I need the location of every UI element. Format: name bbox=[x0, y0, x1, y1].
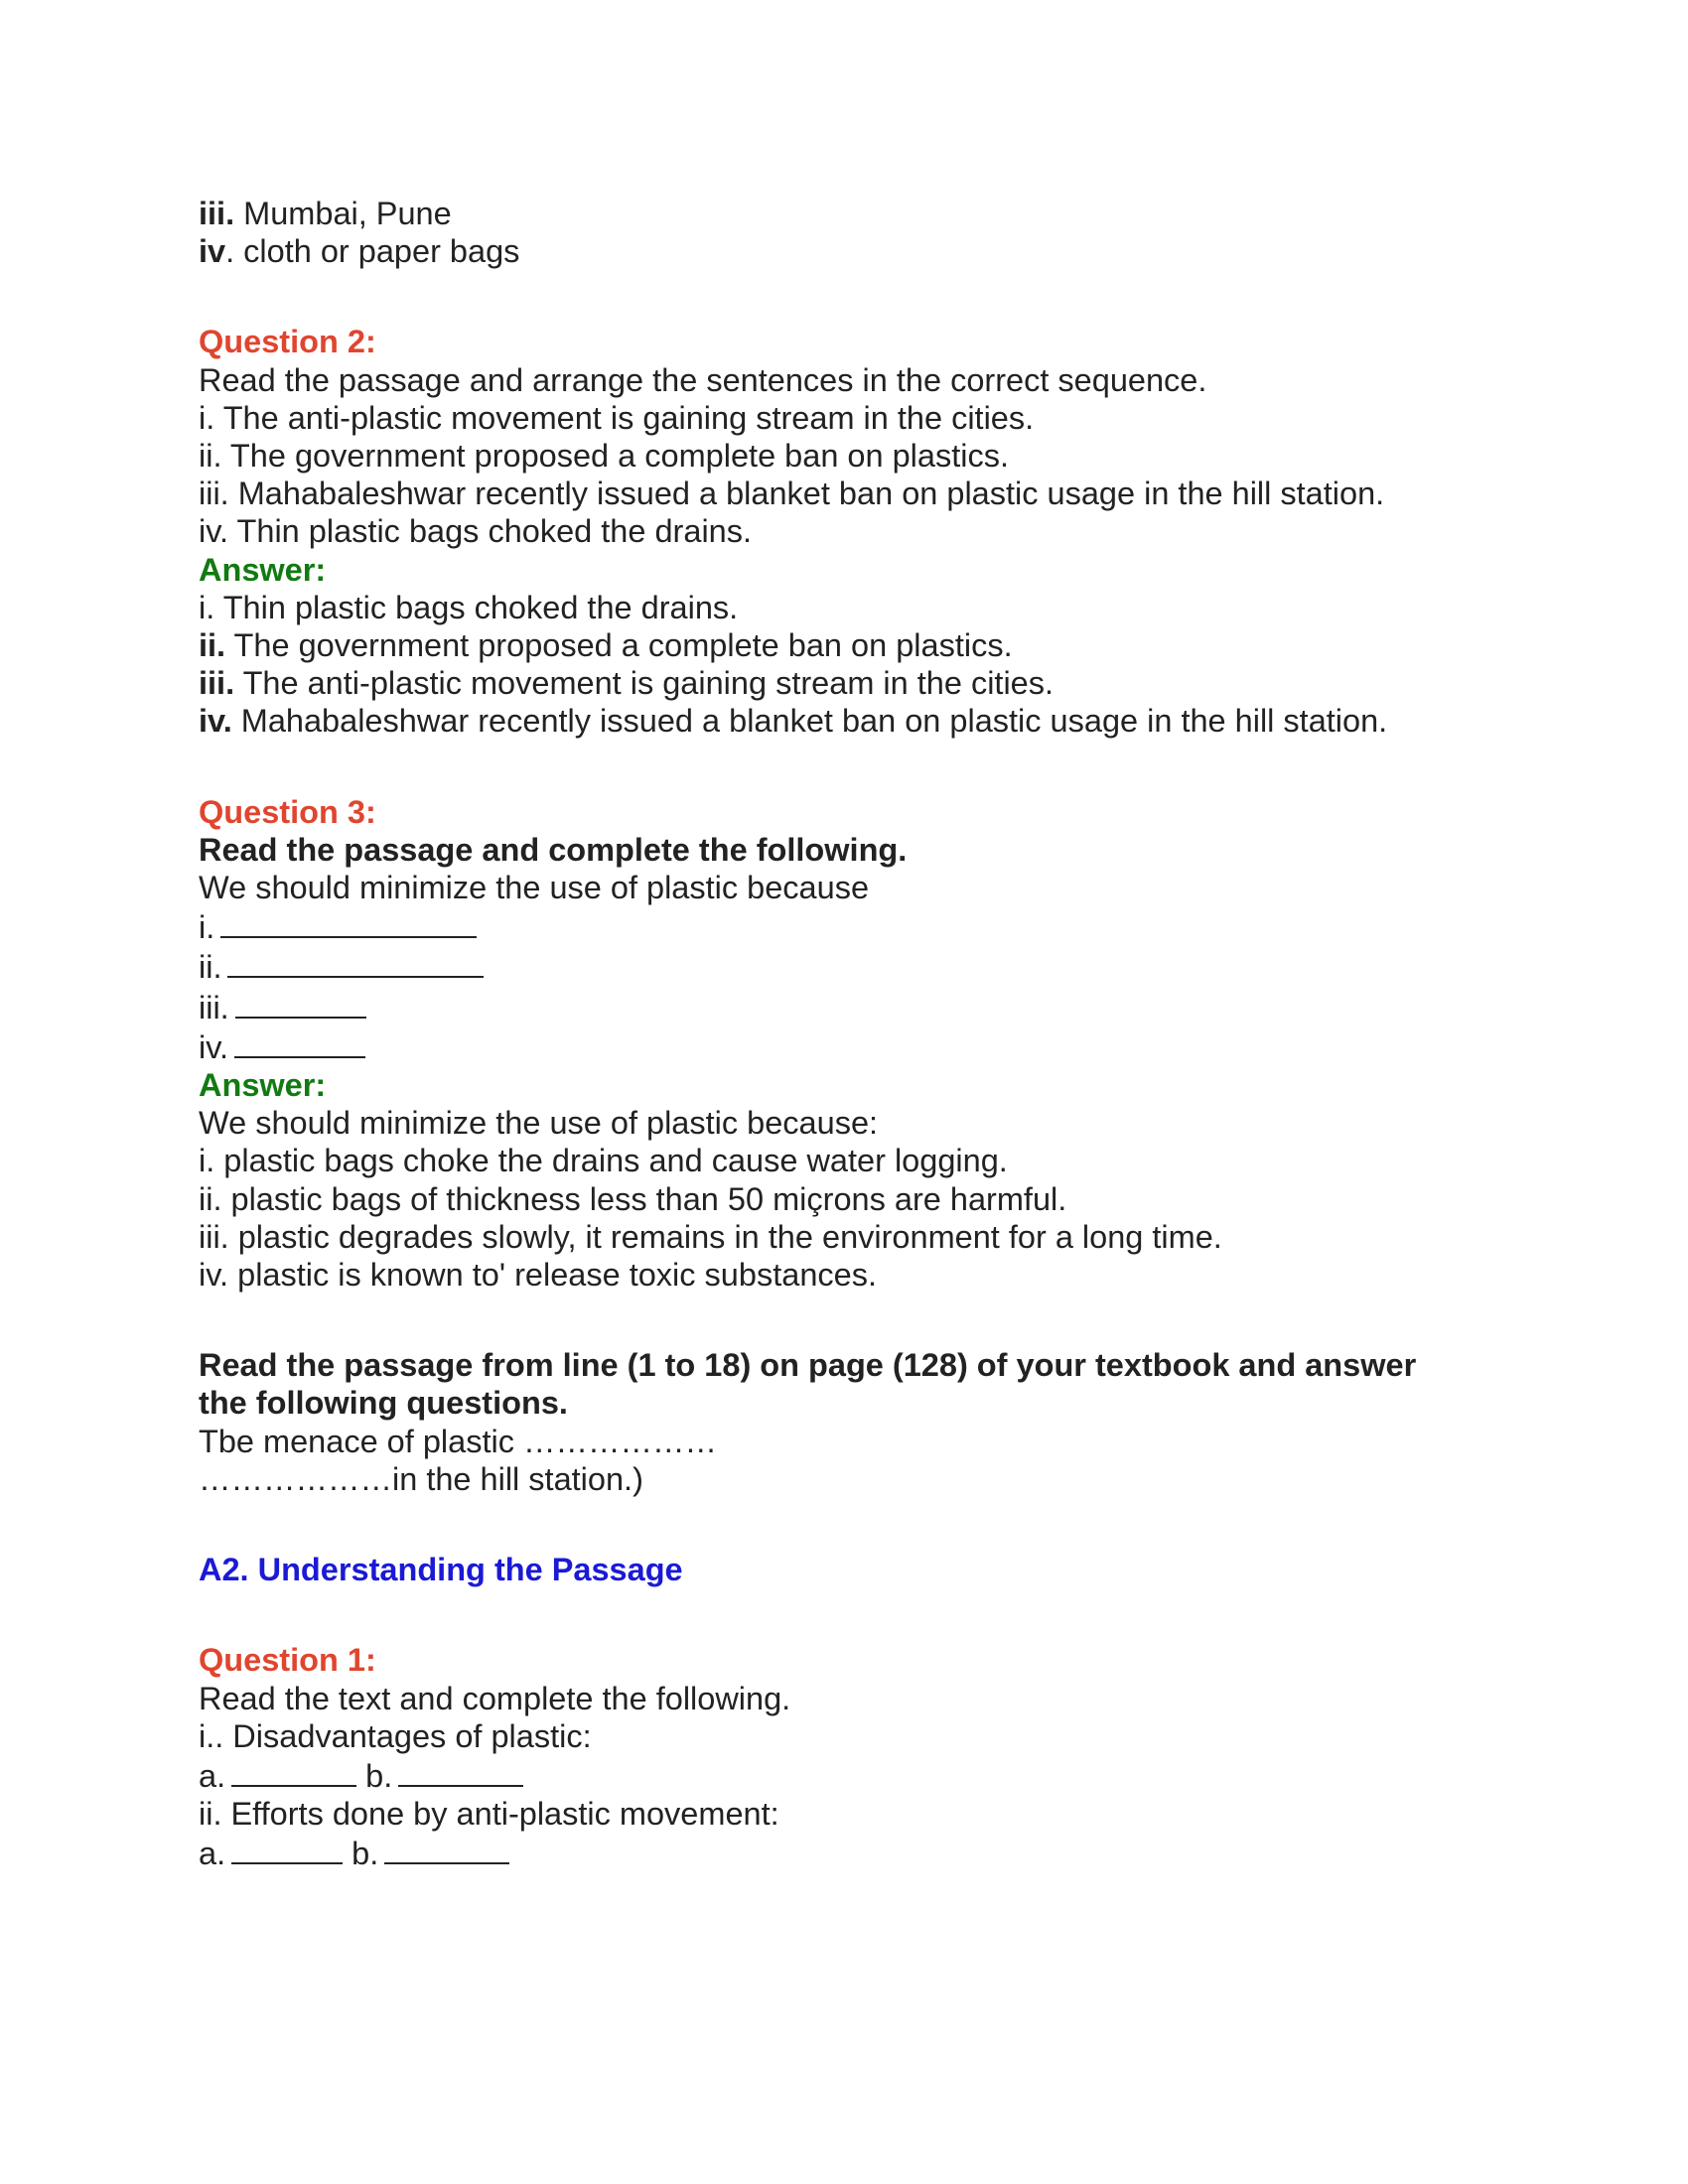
question-part: i.. Disadvantages of plastic: bbox=[199, 1717, 592, 1754]
label-b: b. bbox=[365, 1757, 393, 1794]
answer-intro: We should minimize the use of plastic because: bbox=[199, 1105, 879, 1142]
fill-blank bbox=[235, 987, 366, 1019]
passage-excerpt-end: ………………in the hill station.) bbox=[199, 1460, 643, 1497]
sentence-item bbox=[199, 399, 1489, 437]
item-text: . cloth or paper bags bbox=[225, 233, 520, 270]
passage-excerpt-start: Tbe menace of plastic ……………… bbox=[199, 1423, 717, 1459]
item-text: The anti-plastic movement is gaining stream in the cities. bbox=[214, 399, 1035, 436]
fill-blank bbox=[231, 1755, 356, 1787]
answer-label: Answer: bbox=[199, 1067, 327, 1104]
blank-line bbox=[199, 906, 1489, 946]
section-title: A2. Understanding the Passage bbox=[199, 1552, 683, 1588]
item-number: i. bbox=[199, 399, 215, 436]
answer-item bbox=[199, 626, 1489, 664]
sentence-item bbox=[199, 512, 1489, 550]
item-number: iii. bbox=[199, 665, 235, 702]
item-number: iv bbox=[199, 233, 226, 270]
fill-blank bbox=[384, 1833, 509, 1864]
answer-line bbox=[199, 232, 1489, 270]
item-text: The government proposed a complete ban on plastics. bbox=[225, 627, 1013, 664]
question-prompt: Read the passage and arrange the sentences in the correct sequence. bbox=[199, 361, 1207, 398]
label-b: b. bbox=[352, 1836, 379, 1872]
answer-item: ii. plastic bags of thickness less than 50 miçrons are harmful. bbox=[199, 1180, 1067, 1217]
item-number: ii. bbox=[199, 438, 222, 475]
item-text: Thin plastic bags choked the drains. bbox=[228, 513, 753, 550]
document-page bbox=[199, 195, 1489, 1873]
item-number: ii. bbox=[199, 949, 222, 986]
blank-line bbox=[199, 1833, 1489, 1872]
item-text: Mahabaleshwar recently issued a blanket ban on plastic usage in the hill station. bbox=[231, 703, 1388, 740]
question-prompt: Read the text and complete the following. bbox=[199, 1680, 791, 1716]
item-text: Mumbai, Pune bbox=[234, 196, 452, 231]
passage-instruction: Read the passage from line (1 to 18) on page (128) of your textbook and answer the following questions. bbox=[199, 1347, 1417, 1422]
answer-item: iii. plastic degrades slowly, it remains in the environment for a long time. bbox=[199, 1218, 1222, 1255]
item-number: iv. bbox=[199, 1028, 229, 1065]
item-number: ii. bbox=[199, 627, 226, 664]
item-number: iv. bbox=[199, 513, 229, 550]
blank-line bbox=[199, 946, 1489, 986]
question-instruction: Read the passage and complete the following. bbox=[199, 831, 908, 868]
answer-item bbox=[199, 702, 1489, 740]
sentence-item bbox=[199, 437, 1489, 475]
item-text: The anti-plastic movement is gaining stream in the cities. bbox=[234, 665, 1055, 702]
answer-item: i. plastic bags choke the drains and cause water logging. bbox=[199, 1143, 1008, 1179]
fill-blank bbox=[398, 1755, 523, 1787]
item-number: iii. bbox=[199, 476, 229, 512]
sentence-item bbox=[199, 475, 1489, 512]
fill-blank bbox=[227, 946, 484, 978]
fill-blank bbox=[234, 1026, 365, 1058]
label-a: a. bbox=[199, 1836, 226, 1872]
item-number: iv. bbox=[199, 703, 232, 740]
question-part: ii. Efforts done by anti-plastic movement: bbox=[199, 1796, 779, 1833]
blank-line bbox=[199, 987, 1489, 1026]
item-text: Mahabaleshwar recently issued a blanket ban on plastic usage in the hill station. bbox=[228, 476, 1385, 512]
question-heading: Question 3: bbox=[199, 793, 376, 830]
fill-blank bbox=[220, 906, 477, 938]
answer-item bbox=[199, 589, 1489, 626]
blank-line bbox=[199, 1026, 1489, 1066]
item-text: The government proposed a complete ban on plastics. bbox=[221, 438, 1010, 475]
question-heading: Question 1: bbox=[199, 1642, 376, 1679]
answer-item bbox=[199, 664, 1489, 702]
blank-line bbox=[199, 1755, 1489, 1795]
answer-item: iv. plastic is known to' release toxic substances. bbox=[199, 1257, 877, 1294]
question-heading: Question 2: bbox=[199, 324, 376, 360]
answer-line bbox=[199, 195, 1489, 232]
item-number: iii. bbox=[199, 196, 235, 231]
item-number: i. bbox=[199, 909, 215, 946]
question-prompt: We should minimize the use of plastic because bbox=[199, 870, 870, 906]
fill-blank bbox=[231, 1833, 343, 1864]
item-number: i. bbox=[199, 589, 215, 625]
item-number: iii. bbox=[199, 989, 229, 1025]
item-text: Thin plastic bags choked the drains. bbox=[214, 589, 739, 625]
answer-label: Answer: bbox=[199, 551, 327, 588]
label-a: a. bbox=[199, 1757, 226, 1794]
